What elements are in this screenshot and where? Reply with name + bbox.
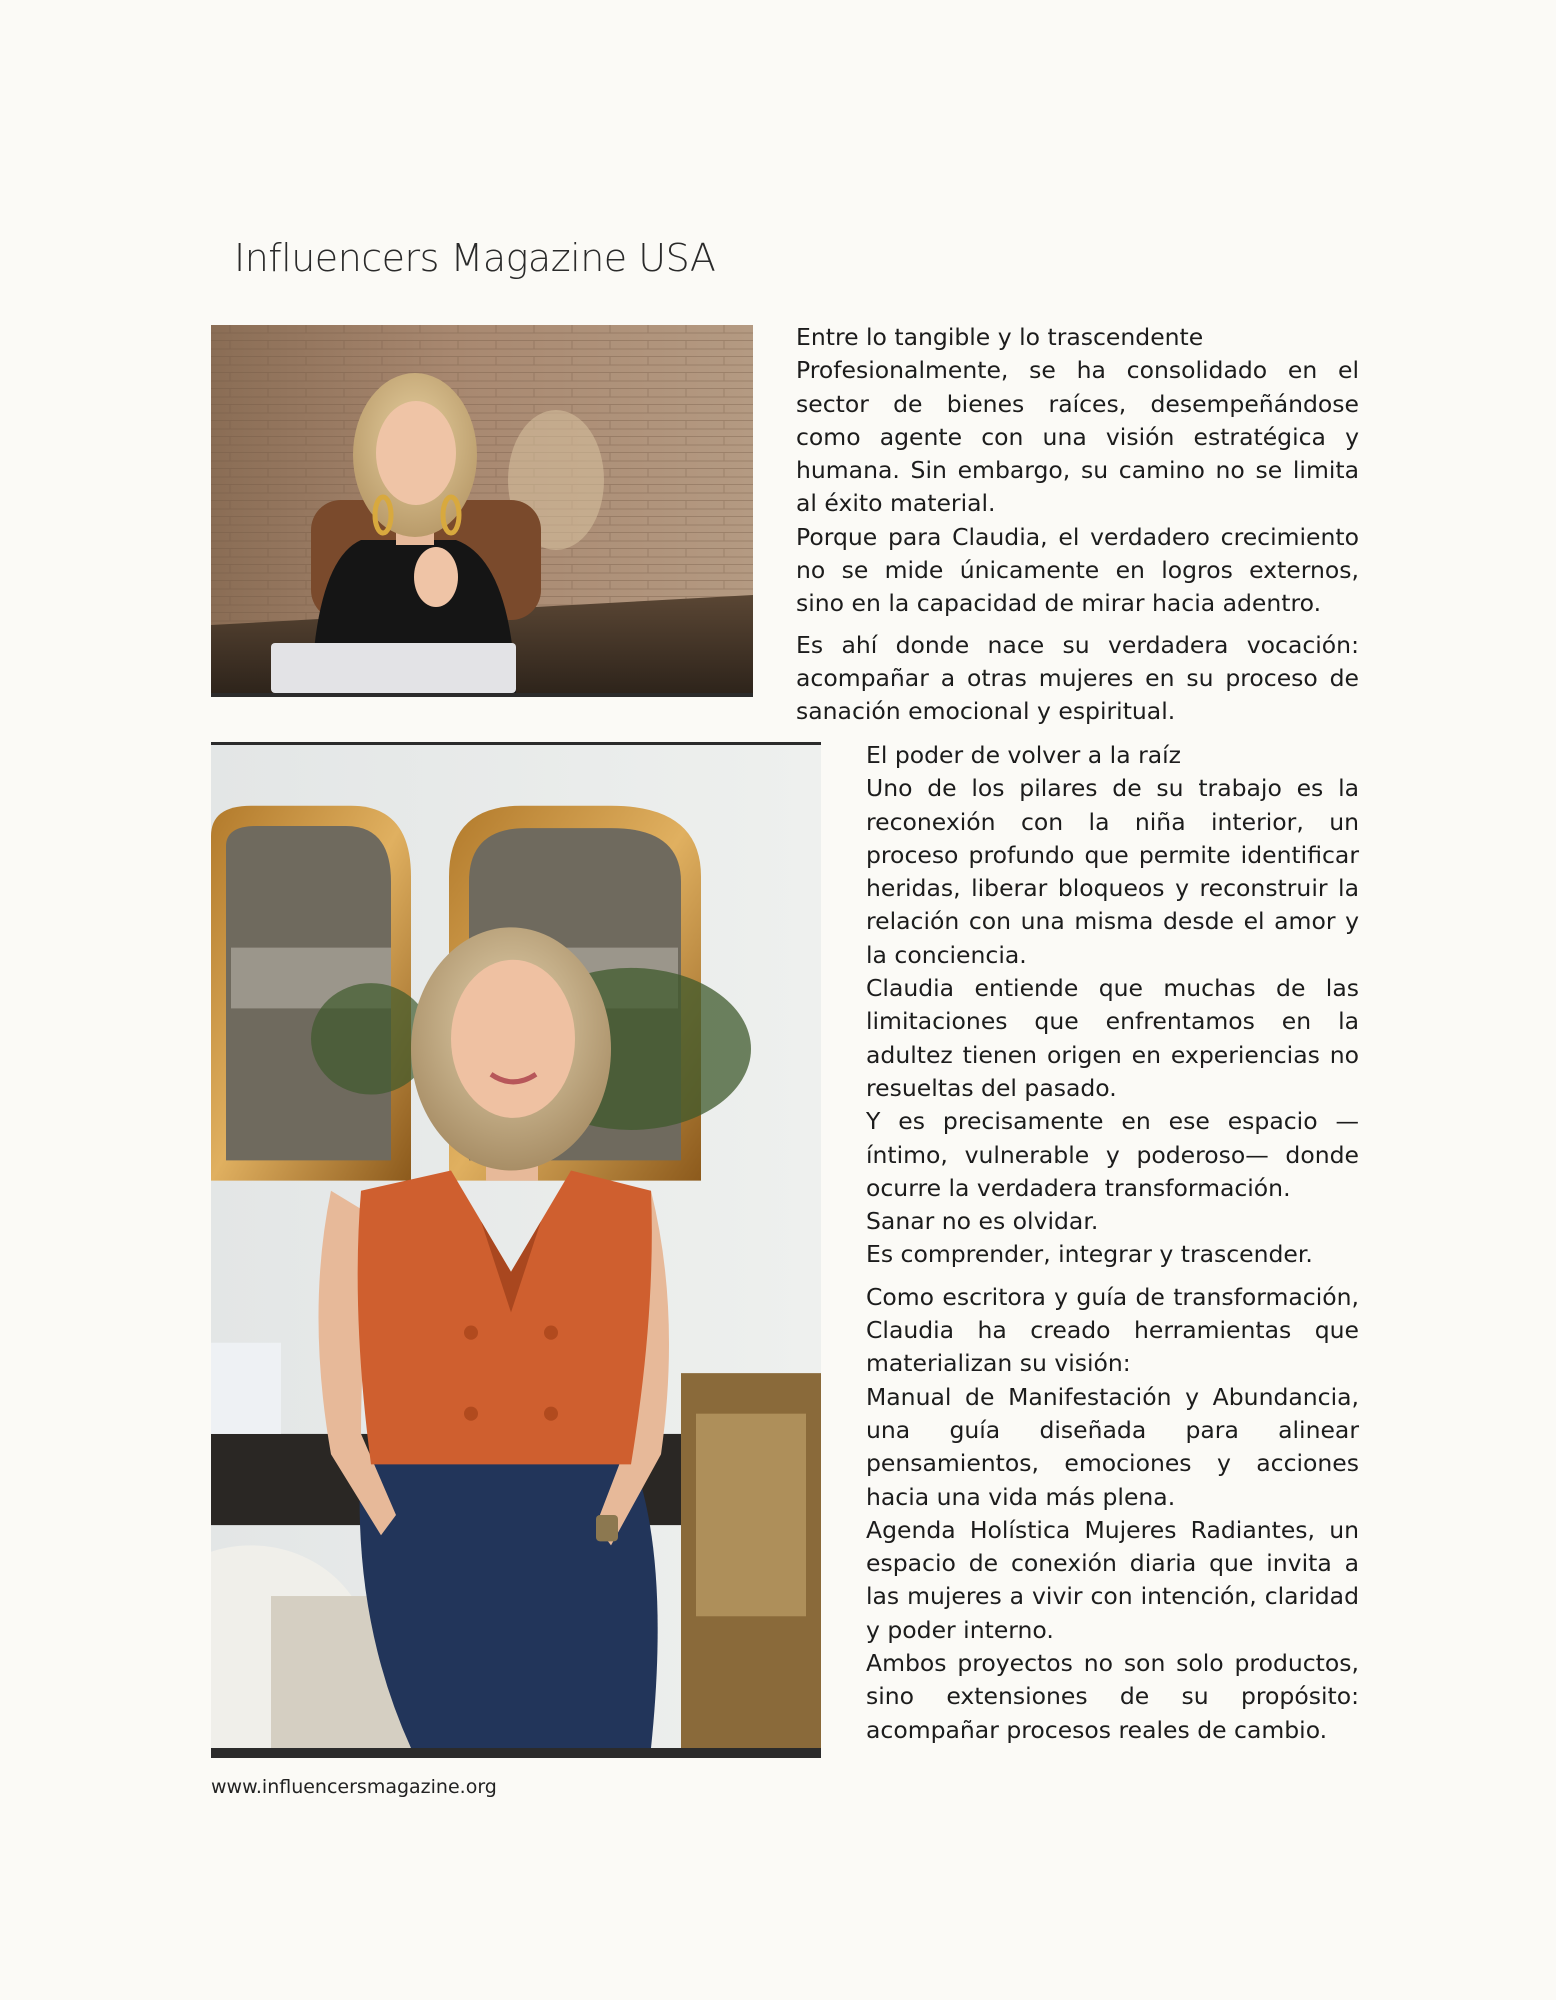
paragraph: Y es precisamente en ese espacio —íntimo, vulnerable y poderoso— donde ocurre la verdadera transformación. (866, 1107, 1359, 1202)
magazine-masthead: Influencers Magazine USA (234, 236, 716, 280)
paragraph: Agenda Holística Mujeres Radiantes, un espacio de conexión diaria que invita a las mujeres a vivir con intención, claridad y poder interno. (866, 1515, 1359, 1644)
paragraph: Como escritora y guía de transformación, Claudia ha creado herramientas que materializan su visión: (866, 1282, 1359, 1378)
paragraph: Es ahí donde nace su verdadera vocación: acompañar a otras mujeres en su proceso de sanación emocional y espiritual. (796, 630, 1359, 726)
article-column-bottom (866, 739, 1359, 1747)
paragraph: Manual de Manifestación y Abundancia, una guía diseñada para alinear pensamientos, emociones y acciones hacia una vida más plena. (866, 1382, 1359, 1511)
portrait-photo-seated (211, 742, 821, 1758)
section-heading-tangible: Entre lo tangible y lo trascendente (796, 323, 1204, 351)
footer-url[interactable]: www.influencersmagazine.org (211, 1776, 497, 1798)
paragraph: Ambos proyectos no son solo productos, sino extensiones de su propósito: acompañar procesos reales de cambio. (866, 1649, 1359, 1744)
paragraph: Porque para Claudia, el verdadero crecimiento no se mide únicamente en logros externos, sino en la capacidad de mirar hacia adentro. (796, 522, 1359, 618)
paragraph: Es comprender, integrar y trascender. (866, 1240, 1313, 1269)
paragraph: Claudia entiende que muchas de las limitaciones que enfrentamos en la adultez tienen origen en experiencias no resueltas del pasado. (866, 974, 1359, 1102)
paragraph: Sanar no es olvidar. (866, 1207, 1099, 1236)
paragraph: Profesionalmente, se ha consolidado en el sector de bienes raíces, desempeñándose como agente con una visión estratégica y humana. Sin embargo, su camino no se limita al éxito material. (796, 356, 1359, 518)
paragraph: Uno de los pilares de su trabajo es la reconexión con la niña interior, un proceso profundo que permite identificar heridas, liberar bloqueos y reconstruir la relación con una misma desde el amor y la conciencia. (866, 774, 1359, 969)
article-column-top (796, 321, 1359, 729)
section-heading-raiz: El poder de volver a la raíz (866, 741, 1182, 769)
portrait-photo-desk (211, 325, 753, 697)
